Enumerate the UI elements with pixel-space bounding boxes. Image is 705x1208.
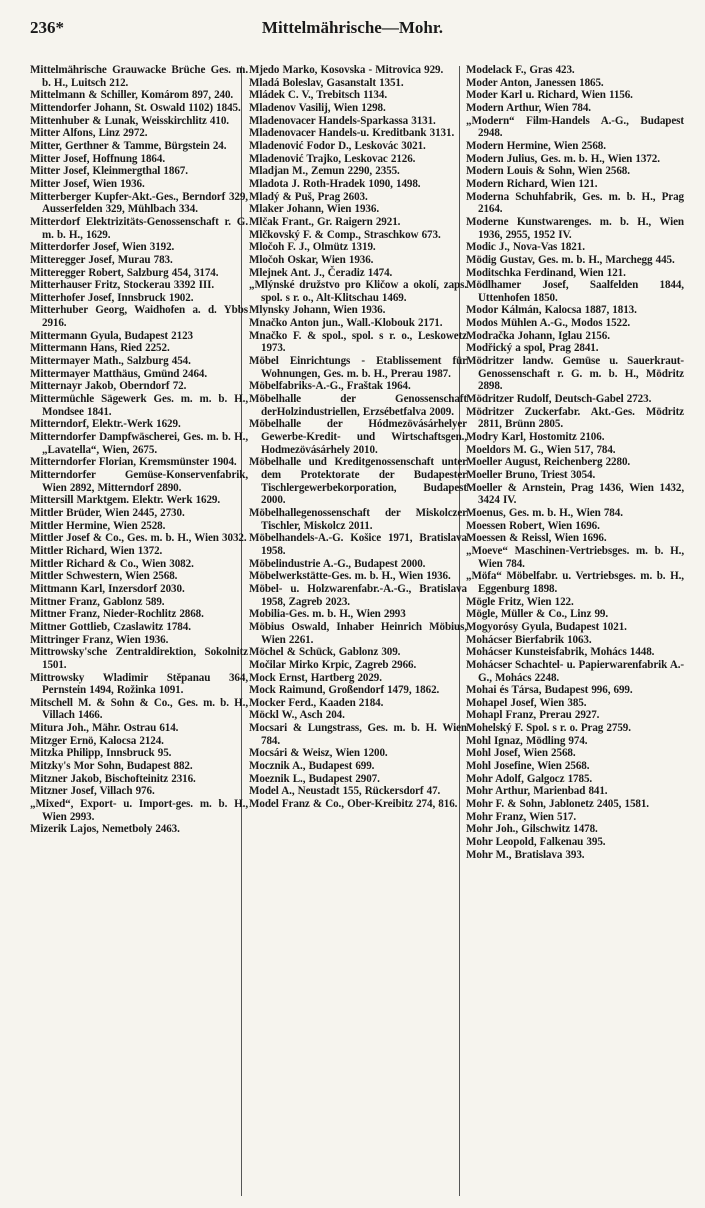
directory-entry: Mnačko F. & spol., spol. s r. o., Leskowetz 1973. <box>249 329 467 355</box>
directory-entry: Möbius Oswald, Inhaber Heinrich Möbius, Wien 2261. <box>249 620 467 646</box>
directory-entry: Mladenov Vasilij, Wien 1298. <box>249 101 386 114</box>
directory-entry: Mohácser Bierfabrik 1063. <box>466 633 592 646</box>
directory-entry: Möbelfabriks-A.-G., Fraštak 1964. <box>249 380 411 393</box>
directory-entry: Mitzner Jakob, Bischofteinitz 2316. <box>30 772 196 785</box>
directory-entry: Moeznik L., Budapest 2907. <box>249 772 380 785</box>
directory-entry: Möbel Einrichtungs - Etablissement für Wohnungen, Ges. m. b. H., Prerau 1987. <box>249 355 467 380</box>
directory-entry: Mittermayer Matthäus, Gmünd 2464. <box>30 367 208 380</box>
directory-entry: Mittersill Marktgem. Elektr. Werk 1629. <box>30 494 221 507</box>
directory-entry: Mittler Josef & Co., Ges. m. b. H., Wien 3032. <box>30 532 247 545</box>
directory-entry: Moeller & Arnstein, Prag 1436, Wien 1432, 3424 IV. <box>466 481 684 507</box>
directory-entry: Mitter Josef, Hoffnung 1864. <box>30 152 165 165</box>
directory-entry: Močilar Mirko Krpic, Zagreb 2966. <box>249 658 417 671</box>
directory-entry: Möbelhalle und Kreditgenossenschaft unter dem Protektorate der Budapester Tischlergewerbekorporation, Budapest 2000. <box>249 456 467 507</box>
column-1 <box>30 64 248 836</box>
directory-entry: Mittler Hermine, Wien 2528. <box>30 519 166 532</box>
directory-entry: Modic J., Nova-Vas 1821. <box>466 241 585 254</box>
directory-entry: Möbelhalle der Genossenschaft derHolzindustriellen, Erzsébetfalva 2009. <box>249 393 467 418</box>
directory-entry: Modern Arthur, Wien 784. <box>466 101 591 114</box>
directory-entry: Mocsari & Lungstrass, Ges. m. b. H. Wien 784. <box>249 722 467 747</box>
directory-entry: Mohácser Schachtel- u. Papierwarenfabrik A.-G., Mohács 2248. <box>466 658 684 684</box>
directory-entry: Modelack F., Gras 423. <box>466 64 575 76</box>
directory-entry: Mohl Josefine, Wien 2568. <box>466 760 590 773</box>
directory-entry: Mohr Arthur, Marienbad 841. <box>466 785 608 798</box>
directory-entry: Mlaker Johann, Wien 1936. <box>249 203 379 216</box>
directory-entry: „Mixed“, Export- u. Import-ges. m. b. H., Wien 2993. <box>30 798 248 823</box>
page-title: Mittelmährische—Mohr. <box>261 18 444 37</box>
directory-entry: Mödritzer Zuckerfabr. Akt.-Ges. Mödritz 2811, Brünn 2805. <box>466 405 684 431</box>
directory-entry: Mittenhuber & Lunak, Weisskirchlitz 410. <box>30 114 229 127</box>
directory-entry: Moeller Bruno, Triest 3054. <box>466 469 596 481</box>
directory-entry: Modry Karl, Hostomitz 2106. <box>466 431 605 444</box>
directory-entry: Mitteregger Josef, Murau 783. <box>30 253 173 266</box>
directory-entry: Mock Raimund, Großendorf 1479, 1862. <box>249 684 440 697</box>
directory-entry: Mödig Gustav, Ges. m. b. H., Marchegg 445. <box>466 253 675 266</box>
directory-entry: Mocsári & Weisz, Wien 1200. <box>249 747 388 760</box>
directory-entry: „Moeve“ Maschinen-Vertriebsges. m. b. H., Wien 784. <box>466 544 684 570</box>
directory-entry: Mitterndorfer Dampfwäscherei, Ges. m. b. H., „Lavatella“, Wien, 2675. <box>30 431 248 456</box>
directory-entry: Moditschka Ferdinand, Wien 121. <box>466 266 626 279</box>
directory-entry: Mittringer Franz, Wien 1936. <box>30 633 169 646</box>
directory-entry: Mitzka Philipp, Innsbruck 95. <box>30 747 172 760</box>
directory-entry: Mitura Joh., Mähr. Ostrau 614. <box>30 722 179 735</box>
directory-entry: Mohapl Franz, Prerau 2927. <box>466 709 600 722</box>
directory-entry: „Modern“ Film-Handels A.-G., Budapest 2948. <box>466 114 684 140</box>
directory-entry: Mittermann Hans, Ried 2252. <box>30 342 170 355</box>
directory-entry: Modos Mühlen A.-G., Modos 1522. <box>466 317 631 330</box>
directory-entry: Mládek C. V., Trebitsch 1134. <box>249 89 387 102</box>
directory-entry: Mlynsky Johann, Wien 1936. <box>249 304 386 317</box>
directory-entry: Mittler Brüder, Wien 2445, 2730. <box>30 506 185 519</box>
directory-entry: Mittrowsky'sche Zentraldirektion, Sokolnitz 1501. <box>30 646 248 671</box>
directory-entry: Mitterndorf, Elektr.-Werk 1629. <box>30 418 181 431</box>
directory-entry: Möbelwerkstätte-Ges. m. b. H., Wien 1936. <box>249 570 451 583</box>
directory-entry: Mitternayr Jakob, Oberndorf 72. <box>30 380 187 393</box>
directory-entry: Mohapel Josef, Wien 385. <box>466 696 587 709</box>
directory-entry: Mitterndorfer Gemüse-Konservenfabrik, Wien 2892, Mitterndorf 2890. <box>30 469 248 494</box>
directory-entry: Moderna Schuhfabrik, Ges. m. b. H., Prag 2164. <box>466 190 684 216</box>
directory-entry: Mittner Franz, Nieder-Rochlitz 2868. <box>30 608 204 621</box>
directory-entry: Mladota J. Roth-Hradek 1090, 1498. <box>249 177 421 190</box>
directory-entry: Mohr Leopold, Falkenau 395. <box>466 836 606 849</box>
directory-entry: Mödritzer Rudolf, Deutsch-Gabel 2723. <box>466 393 652 406</box>
directory-entry: Moderne Kunstwarenges. m. b. H., Wien 1936, 2955, 1952 IV. <box>466 215 684 241</box>
directory-entry: Moeller August, Reichenberg 2280. <box>466 456 631 469</box>
directory-entry: Mittler Richard, Wien 1372. <box>30 544 163 557</box>
directory-entry: Modern Hermine, Wien 2568. <box>466 139 606 152</box>
directory-entry: Mittelmann & Schiller, Komárom 897, 240. <box>30 89 234 102</box>
directory-entry: Mittner Gottlieb, Czaslawitz 1784. <box>30 620 191 633</box>
directory-entry: Mohl Ignaz, Mödling 974. <box>466 734 588 747</box>
directory-entry: Möbelhandels-A.-G. Košice 1971, Bratislava 1958. <box>249 532 467 557</box>
directory-entry: Mohl Josef, Wien 2568. <box>466 747 576 760</box>
directory-entry: Mločoh Oskar, Wien 1936. <box>249 253 374 266</box>
directory-entry: Mittermayer Math., Salzburg 454. <box>30 355 191 368</box>
directory-entry: Mitterhofer Josef, Innsbruck 1902. <box>30 291 194 304</box>
directory-entry: Mitzner Josef, Villach 976. <box>30 785 155 798</box>
directory-entry: Mocznik A., Budapest 699. <box>249 760 375 773</box>
directory-entry: Mohai és Társa, Budapest 996, 699. <box>466 684 633 697</box>
directory-entry: Möbelhalle der Hódmezövásárhelyer Gewerbe-Kredit- und Wirtschaftsgen., Hodmezövásárhely 2010. <box>249 418 467 456</box>
directory-entry: Mločoh F. J., Olmütz 1319. <box>249 241 376 254</box>
directory-entry: Mittler Richard & Co., Wien 3082. <box>30 557 194 570</box>
directory-entry: Mock Ernst, Hartberg 2029. <box>249 671 382 684</box>
directory-entry: Moder Karl u. Richard, Wien 1156. <box>466 89 633 102</box>
directory-entry: Mladenović Trajko, Leskovac 2126. <box>249 152 416 165</box>
directory-entry: Modern Richard, Wien 121. <box>466 177 598 190</box>
directory-entry: Mohr F. & Sohn, Jablonetz 2405, 1581. <box>466 798 649 811</box>
directory-entry: Mitter Josef, Wien 1936. <box>30 177 145 190</box>
directory-entry: Mitterndorfer Florian, Kremsmünster 1904. <box>30 456 237 469</box>
directory-entry: „Mlýnské družstvo pro Kličow a okolí, zaps. spol. s r. o., Alt-Klitschau 1469. <box>249 279 467 304</box>
directory-entry: Modern Louis & Sohn, Wien 2568. <box>466 165 630 178</box>
directory-entry: Moessen & Reissl, Wien 1696. <box>466 532 607 545</box>
directory-entry: Mobilia-Ges. m. b. H., Wien 2993 <box>249 608 406 621</box>
directory-entry: Mnačko Anton jun., Wall.-Klobouk 2171. <box>249 317 443 330</box>
directory-entry: Mohácser Kunsteisfabrik, Mohács 1448. <box>466 646 655 659</box>
directory-entry: Mitter Josef, Kleinmergthal 1867. <box>30 165 188 178</box>
directory-entry: Mitterhauser Fritz, Stockerau 3392 III. <box>30 279 214 292</box>
directory-entry: Mögle, Müller & Co., Linz 99. <box>466 608 609 621</box>
directory-entry: Modor Kálmán, Kalocsa 1887, 1813. <box>466 304 637 317</box>
directory-entry: Mohr Adolf, Galgocz 1785. <box>466 772 593 785</box>
directory-entry: Moenus, Ges. m. b. H., Wien 784. <box>466 506 623 519</box>
directory-entry: Mitterdorfer Josef, Wien 3192. <box>30 241 175 254</box>
directory-entry: Moeldors M. G., Wien 517, 784. <box>466 443 616 456</box>
directory-entry: Mittermüchle Sägewerk Ges. m. m. b. H., Mondsee 1841. <box>30 393 248 418</box>
directory-entry: Mittler Schwestern, Wien 2568. <box>30 570 178 583</box>
directory-entry: Mohr Joh., Gilschwitz 1478. <box>466 823 598 836</box>
directory-entry: Modřický a spol, Prag 2841. <box>466 342 599 355</box>
directory-entry: Möchel & Schück, Gablonz 309. <box>249 646 401 659</box>
directory-entry: Mlčak Frant., Gr. Raigern 2921. <box>249 215 401 228</box>
directory-entry: Mladý & Puš, Prag 2603. <box>249 190 368 203</box>
directory-entry: Mohr M., Bratislava 393. <box>466 848 585 861</box>
directory-entry: Mödlhamer Josef, Saalfelden 1844, Uttenhofen 1850. <box>466 279 684 304</box>
directory-entry: Model Franz & Co., Ober-Kreibitz 274, 816. <box>249 798 458 811</box>
directory-entry: Möbelindustrie A.-G., Budapest 2000. <box>249 557 426 570</box>
directory-entry: Mladenovacer Handels-Sparkassa 3131. <box>249 114 436 127</box>
directory-entry: Moessen Robert, Wien 1696. <box>466 519 600 532</box>
directory-entry: Möckl W., Asch 204. <box>249 709 345 722</box>
directory-entry: Mögle Fritz, Wien 122. <box>466 595 574 608</box>
directory-entry: Mittermann Gyula, Budapest 2123 <box>30 329 193 342</box>
directory-entry: Mladá Boleslav, Gasanstalt 1351. <box>249 76 404 89</box>
column-2 <box>249 64 467 811</box>
directory-entry: Mödritzer landw. Gemüse u. Sauerkraut-Genossenschaft r. G. m. b. H., Mödritz 2898. <box>466 355 684 393</box>
directory-entry: „Möfa“ Möbelfabr. u. Vertriebsges. m. b. H., Eggenburg 1898. <box>466 570 684 595</box>
directory-entry: Mitter Alfons, Linz 2972. <box>30 127 148 140</box>
directory-entry: Mogyorósy Gyula, Budapest 1021. <box>466 620 627 633</box>
directory-entry: Mlčkovský F. & Comp., Straschkow 673. <box>249 228 441 241</box>
directory-entry: Model A., Neustadt 155, Rückersdorf 47. <box>249 785 441 798</box>
directory-entry: Möbelhallegenossenschaft der Miskolczer Tischler, Miskolcz 2011. <box>249 506 467 532</box>
directory-entry: Mitterberger Kupfer-Akt.-Ges., Berndorf 329, Ausserfelden 329, Mühlbach 334. <box>30 190 248 216</box>
directory-entry: Mizerik Lajos, Nemetboly 2463. <box>30 823 180 836</box>
directory-entry: Mlejnek Ant. J., Čeradiz 1474. <box>249 266 393 279</box>
directory-entry: Mitzky's Mor Sohn, Budapest 882. <box>30 760 193 773</box>
directory-entry: Mitschell M. & Sohn & Co., Ges. m. b. H., Villach 1466. <box>30 696 248 722</box>
directory-entry: Mittendorfer Johann, St. Oswald 1102) 1845. <box>30 101 241 114</box>
directory-entry: Mittelmährische Grauwacke Brüche Ges. m. b. H., Luitsch 212. <box>30 64 248 89</box>
directory-entry: Mittrowsky Wladimir Stěpanau 364, Pernstein 1494, Rožinka 1091. <box>30 671 248 697</box>
page-number: 236* <box>30 18 64 37</box>
directory-entry: Mittner Franz, Gablonz 589. <box>30 595 165 608</box>
directory-entry: Mocker Ferd., Kaaden 2184. <box>249 696 384 709</box>
page-header <box>0 16 705 46</box>
column-3 <box>466 64 684 861</box>
directory-entry: Mladenovacer Handels-u. Kreditbank 3131. <box>249 127 455 140</box>
directory-entry: Mjedo Marko, Kosovska - Mitrovica 929. <box>249 64 444 76</box>
directory-entry: Mitzger Ernö, Kalocsa 2124. <box>30 734 164 747</box>
directory-entry: Mladenović Fodor D., Leskovác 3021. <box>249 139 426 152</box>
directory-entry: Mladjan M., Zemun 2290, 2355. <box>249 165 400 178</box>
directory-entry: Mohelský F. Spol. s r. o. Prag 2759. <box>466 722 631 735</box>
directory-entry: Mittmann Karl, Inzersdorf 2030. <box>30 582 185 595</box>
directory-entry: Mohr Franz, Wien 517. <box>466 810 577 823</box>
directory-entry: Mitteregger Robert, Salzburg 454, 3174. <box>30 266 219 279</box>
directory-entry: Modern Julius, Ges. m. b. H., Wien 1372. <box>466 152 660 165</box>
directory-entry: Moder Anton, Janessen 1865. <box>466 76 604 89</box>
directory-entry: Möbel- u. Holzwarenfabr.-A.-G., Bratislava 1958, Zagreb 2023. <box>249 582 467 608</box>
directory-entry: Modračka Johann, Iglau 2156. <box>466 329 610 342</box>
directory-entry: Mitterdorf Elektrizitäts-Genossenschaft r. G. m. b. H., 1629. <box>30 215 248 241</box>
directory-entry: Mitter, Gerthner & Tamme, Bürgstein 24. <box>30 139 227 152</box>
directory-entry: Mitterhuber Georg, Waidhofen a. d. Ybbs 2916. <box>30 304 248 330</box>
